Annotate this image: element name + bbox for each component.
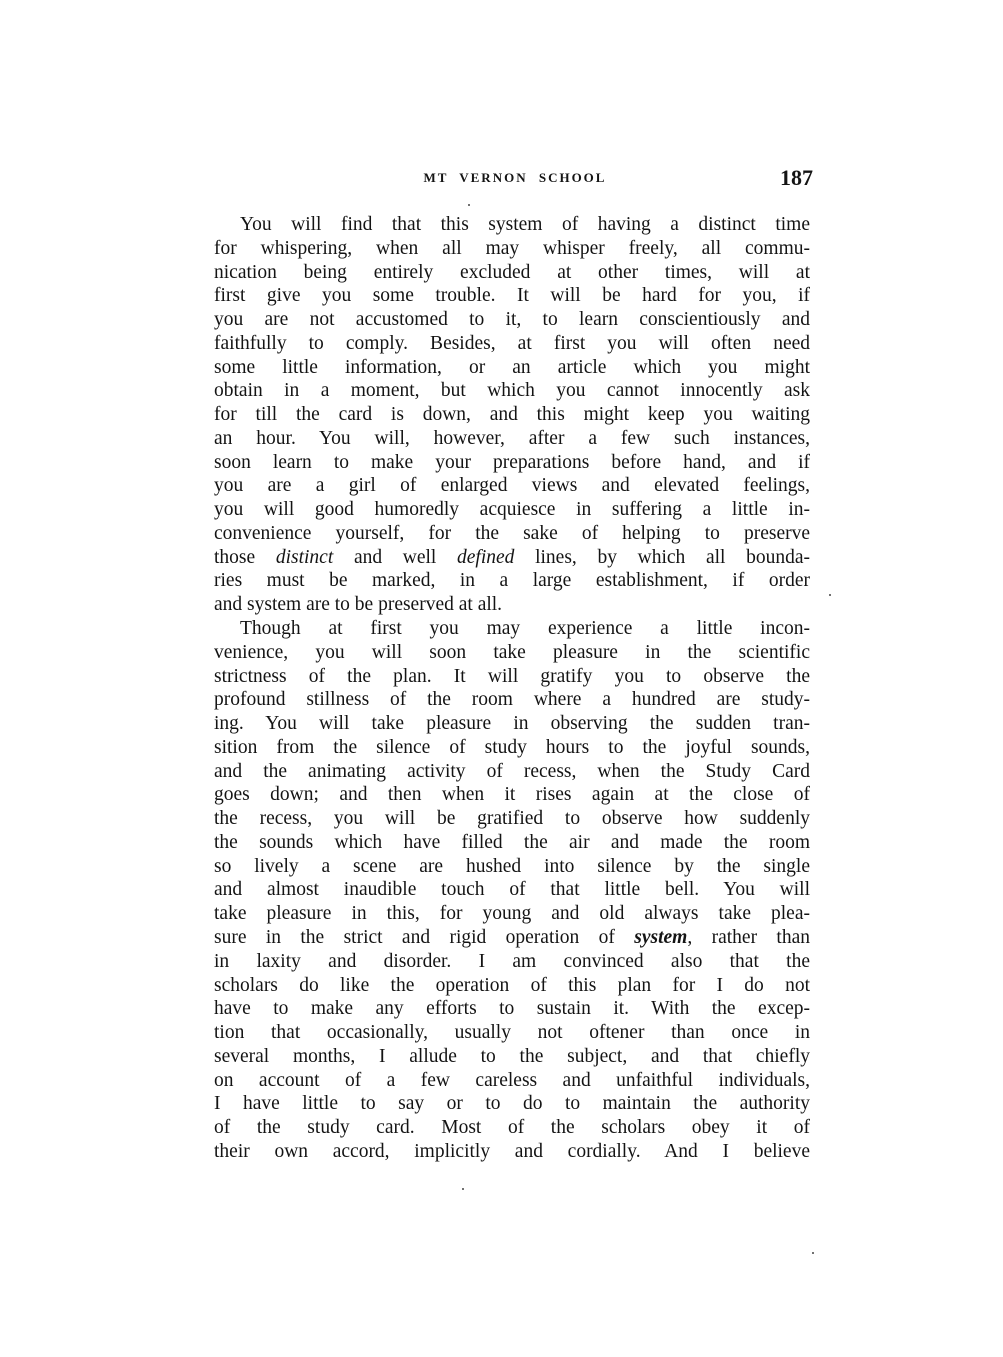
- text-line: strictness of the plan. It will gratify you to observe the: [214, 665, 810, 687]
- scan-speck: [462, 1188, 464, 1190]
- text-line: on account of a few careless and unfaithful individuals,: [214, 1069, 810, 1091]
- text-line: and the animating activity of recess, when the Study Card: [214, 760, 810, 782]
- text-line: the sounds which have filled the air and made the room: [214, 831, 810, 853]
- text-line: and almost inaudible touch of that little bell. You will: [214, 879, 810, 901]
- text-line: obtain in a moment, but which you cannot innocently ask: [214, 380, 810, 402]
- text-line: for till the card is down, and this might keep you waiting: [214, 404, 810, 426]
- italic-text: system: [634, 926, 688, 948]
- text-line-mixed: [214, 926, 810, 950]
- text-line-mixed: [214, 546, 810, 570]
- text-line: You will find that this system of having a distinct time: [240, 214, 810, 235]
- text-line: soon learn to make your preparations before hand, and if: [214, 451, 810, 473]
- text-run: those: [214, 546, 256, 568]
- text-line: have to make any efforts to sustain it. With the excep-: [214, 998, 810, 1020]
- body-text: [214, 213, 810, 1164]
- scan-speck: [829, 594, 831, 596]
- text-line: of the study card. Most of the scholars obey it of: [214, 1117, 810, 1139]
- text-line: ing. You will take pleasure in observing the sudden tran-: [214, 713, 810, 735]
- text-line: faithfully to comply. Besides, at first you will often need: [214, 332, 810, 354]
- text-line: I have little to say or to do to maintain the authority: [214, 1093, 810, 1115]
- text-line: take pleasure in this, for young and old always take plea-: [214, 903, 810, 925]
- running-title: MT VERNON SCHOOL: [423, 170, 607, 185]
- scan-speck: [468, 204, 470, 206]
- text-line: several months, I allude to the subject, and that chiefly: [214, 1045, 810, 1067]
- text-run: sure in the strict and rigid operation of: [214, 926, 615, 948]
- italic-text: distinct: [275, 546, 334, 568]
- text-line: profound stillness of the room where a hundred are study-: [214, 689, 810, 711]
- text-line: some little information, or an article which you might: [214, 356, 810, 378]
- text-line: Though at first you may experience a little incon-: [240, 618, 810, 640]
- text-line: so lively a scene are hushed into silence by the single: [214, 855, 810, 877]
- text-line: their own accord, implicitly and cordially. And I believe: [214, 1140, 810, 1162]
- italic-text: defined: [457, 546, 515, 568]
- text-line: an hour. You will, however, after a few such instances,: [214, 427, 810, 449]
- text-line: tion that occasionally, usually not oftener than once in: [214, 1022, 810, 1044]
- text-line: convenience yourself, for the sake of helping to preserve: [214, 522, 810, 544]
- text-line: goes down; and then when it rises again at the close of: [214, 784, 810, 806]
- text-line: the recess, you will be gratified to observe how suddenly: [214, 808, 810, 830]
- text-run: lines, by which all bounda-: [535, 546, 811, 568]
- text-line: and system are to be preserved at all.: [214, 594, 503, 616]
- text-line: you are a girl of enlarged views and elevated feelings,: [214, 475, 810, 497]
- text-line: ries must be marked, in a large establishment, if order: [214, 570, 810, 592]
- text-line: scholars do like the operation of this plan for I do not: [214, 974, 810, 996]
- text-line: venience, you will soon take pleasure in the scientific: [214, 641, 810, 663]
- text-line: in laxity and disorder. I am convinced also that the: [214, 950, 810, 972]
- text-line: first give you some trouble. It will be hard for you, if: [214, 285, 810, 307]
- text-line: sition from the silence of study hours to the joyful sounds,: [214, 736, 810, 758]
- text-run: , rather than: [687, 926, 811, 948]
- running-head: [214, 165, 816, 192]
- text-line: nication being entirely excluded at other times, will at: [214, 261, 810, 283]
- text-line: you are not accustomed to it, to learn conscientiously and: [214, 309, 810, 331]
- text-line: for whispering, when all may whisper freely, all commu-: [214, 237, 810, 259]
- text-run: and well: [353, 546, 437, 568]
- text-line: you will good humoredly acquiesce in suffering a little in-: [214, 499, 810, 521]
- page-number: 187: [780, 165, 813, 190]
- scan-speck: [812, 1252, 814, 1254]
